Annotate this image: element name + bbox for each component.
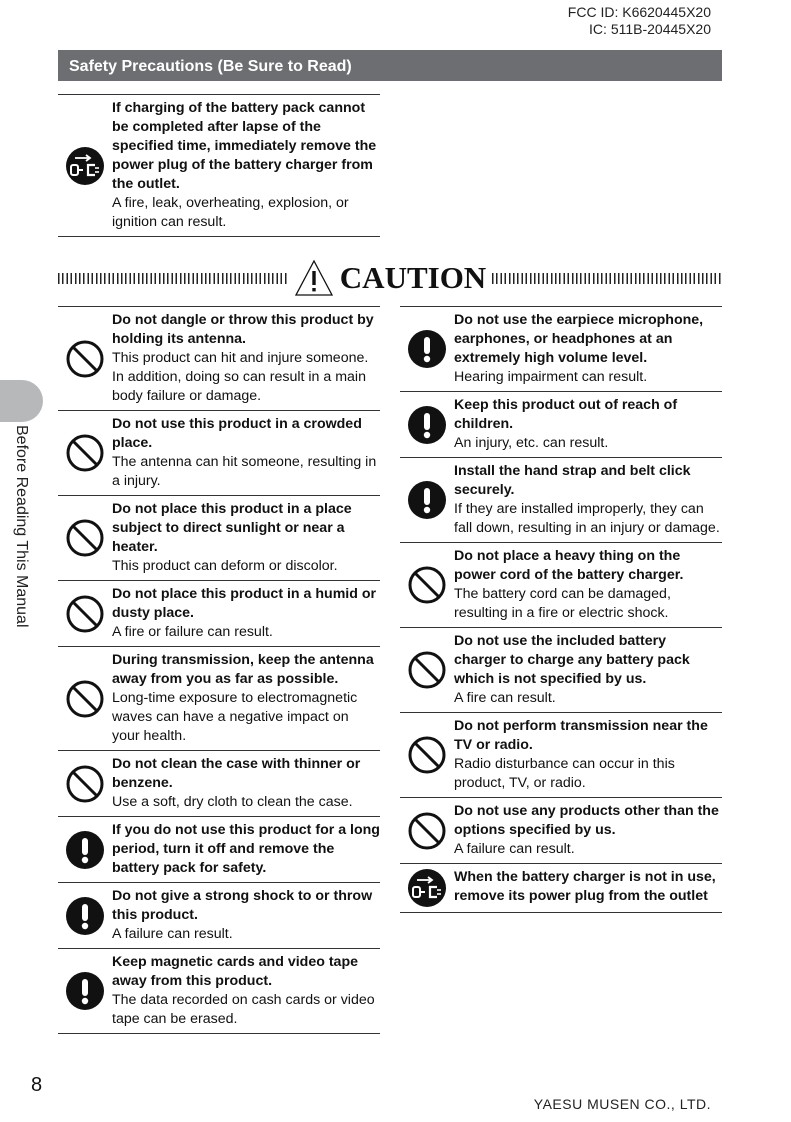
- precaution-detail: This product can hit and injure someone. In addition, doing so can result in a main body failure or damage.: [112, 350, 369, 404]
- caution-label: CAUTION: [339, 260, 487, 295]
- precaution-text: [112, 755, 380, 812]
- precaution-detail: A fire can result.: [454, 690, 556, 706]
- prohibition-icon: [58, 651, 112, 746]
- precaution-text: [112, 651, 380, 746]
- precaution-item: [58, 410, 380, 495]
- precaution-item: [400, 542, 722, 627]
- chapter-tab: [0, 380, 43, 422]
- precaution-detail: Use a soft, dry cloth to clean the case.: [112, 794, 353, 810]
- page-number: 8: [31, 1074, 43, 1096]
- precaution-heading: Do not give a strong shock to or throw this product.: [112, 888, 373, 923]
- precaution-item: [58, 495, 380, 580]
- precaution-detail: The antenna can hit someone, resulting in a injury.: [112, 454, 377, 489]
- precaution-text: [112, 585, 380, 642]
- ic-id: IC: 511B-20445X20: [589, 21, 711, 37]
- precaution-item: [400, 712, 722, 797]
- divider-ticks: [58, 273, 288, 284]
- precaution-text: [454, 396, 722, 453]
- precaution-text: [112, 821, 380, 878]
- precaution-text: [454, 868, 722, 908]
- unplug-icon: [58, 99, 112, 232]
- precaution-heading: Keep magnetic cards and video tape away from this product.: [112, 954, 358, 989]
- exclamation-icon: [400, 462, 454, 538]
- exclamation-icon: [58, 887, 112, 944]
- precaution-detail: An injury, etc. can result.: [454, 435, 609, 451]
- precaution-heading: Do not use the earpiece microphone, earphones, or headphones at an extremely high volume level.: [454, 312, 704, 366]
- precaution-heading: Install the hand strap and belt click securely.: [454, 463, 691, 498]
- precaution-detail: Radio disturbance can occur in this product, TV, or radio.: [454, 756, 675, 791]
- prohibition-icon: [400, 632, 454, 708]
- precaution-heading: Do not place a heavy thing on the power cord of the battery charger.: [454, 548, 684, 583]
- exclamation-icon: [58, 953, 112, 1029]
- precaution-item: [58, 94, 380, 237]
- precaution-detail: The data recorded on cash cards or video tape can be erased.: [112, 992, 375, 1027]
- precaution-detail: This product can deform or discolor.: [112, 558, 338, 574]
- precaution-heading: Do not perform transmission near the TV or radio.: [454, 718, 708, 753]
- regulatory-ids: [568, 4, 711, 38]
- precaution-detail: Long-time exposure to electromagnetic waves can have a negative impact on your health.: [112, 690, 358, 744]
- precaution-item: [400, 391, 722, 457]
- precaution-heading: If charging of the battery pack cannot be completed after lapse of the specified time, immediately remove the power plug of the battery charger from the outlet.: [112, 100, 377, 192]
- prohibition-icon: [58, 311, 112, 406]
- exclamation-icon: [58, 821, 112, 878]
- precaution-detail: A fire or failure can result.: [112, 624, 273, 640]
- precaution-text: [454, 802, 722, 859]
- precaution-heading: Do not use any products other than the options specified by us.: [454, 803, 719, 838]
- precaution-heading: Do not place this product in a humid or dusty place.: [112, 586, 377, 621]
- precaution-item: [58, 646, 380, 750]
- precaution-text: [454, 462, 722, 538]
- precaution-item: [400, 457, 722, 542]
- section-title: Safety Precautions (Be Sure to Read): [58, 50, 722, 81]
- precaution-text: [112, 99, 380, 232]
- caution-list-right: [400, 306, 722, 913]
- precaution-text: [112, 887, 380, 944]
- exclamation-icon: [400, 311, 454, 387]
- precaution-text: [454, 632, 722, 708]
- precaution-text: [454, 547, 722, 623]
- precaution-heading: When the battery charger is not in use, remove its power plug from the outlet: [454, 869, 716, 904]
- precaution-text: [112, 500, 380, 576]
- divider-ticks: [492, 273, 722, 284]
- top-warning: [58, 94, 380, 237]
- prohibition-icon: [400, 717, 454, 793]
- precaution-text: [454, 311, 722, 387]
- precaution-item: [58, 750, 380, 816]
- precaution-heading: Do not use the included battery charger to charge any battery pack which is not specified by us.: [454, 633, 690, 687]
- prohibition-icon: [58, 755, 112, 812]
- precaution-heading: During transmission, keep the antenna away from you as far as possible.: [112, 652, 374, 687]
- precaution-item: [58, 306, 380, 410]
- prohibition-icon: [58, 500, 112, 576]
- precaution-heading: Do not use this product in a crowded place.: [112, 416, 362, 451]
- precaution-text: [454, 717, 722, 793]
- prohibition-icon: [58, 415, 112, 491]
- precaution-heading: Do not clean the case with thinner or benzene.: [112, 756, 361, 791]
- precaution-heading: If you do not use this product for a long period, turn it off and remove the battery pack for safety.: [112, 822, 380, 876]
- precaution-heading: Do not dangle or throw this product by holding its antenna.: [112, 312, 374, 347]
- precaution-item: [400, 306, 722, 391]
- footer-company: YAESU MUSEN CO., LTD.: [533, 1096, 711, 1112]
- fcc-id: FCC ID: K6620445X20: [567, 4, 711, 20]
- precaution-detail: Hearing impairment can result.: [454, 369, 648, 385]
- precaution-item: [58, 882, 380, 948]
- precaution-item: [400, 797, 722, 863]
- unplug-icon: [400, 868, 454, 908]
- caution-header: [58, 258, 722, 298]
- chapter-label: Before Reading This Manual: [13, 425, 30, 628]
- precaution-item: [58, 816, 380, 882]
- exclamation-icon: [400, 396, 454, 453]
- precaution-item: [400, 863, 722, 913]
- precaution-detail: A failure can result.: [454, 841, 575, 857]
- prohibition-icon: [400, 547, 454, 623]
- precaution-item: [58, 948, 380, 1034]
- prohibition-icon: [58, 585, 112, 642]
- precaution-item: [58, 580, 380, 646]
- prohibition-icon: [400, 802, 454, 859]
- precaution-heading: Do not place this product in a place subject to direct sunlight or near a heater.: [112, 501, 352, 555]
- precaution-detail: The battery cord can be damaged, resulting in a fire or electric shock.: [454, 586, 671, 621]
- precaution-text: [112, 311, 380, 406]
- warning-triangle-icon: [294, 259, 334, 297]
- caution-list-left: [58, 306, 380, 1034]
- precaution-heading: Keep this product out of reach of children.: [454, 397, 678, 432]
- precaution-item: [400, 627, 722, 712]
- precaution-detail: A failure can result.: [112, 926, 233, 942]
- precaution-text: [112, 953, 380, 1029]
- precaution-text: [112, 415, 380, 491]
- precaution-detail: If they are installed improperly, they can fall down, resulting in an injury or damage.: [454, 501, 720, 536]
- precaution-detail: A fire, leak, overheating, explosion, or ignition can result.: [112, 195, 349, 230]
